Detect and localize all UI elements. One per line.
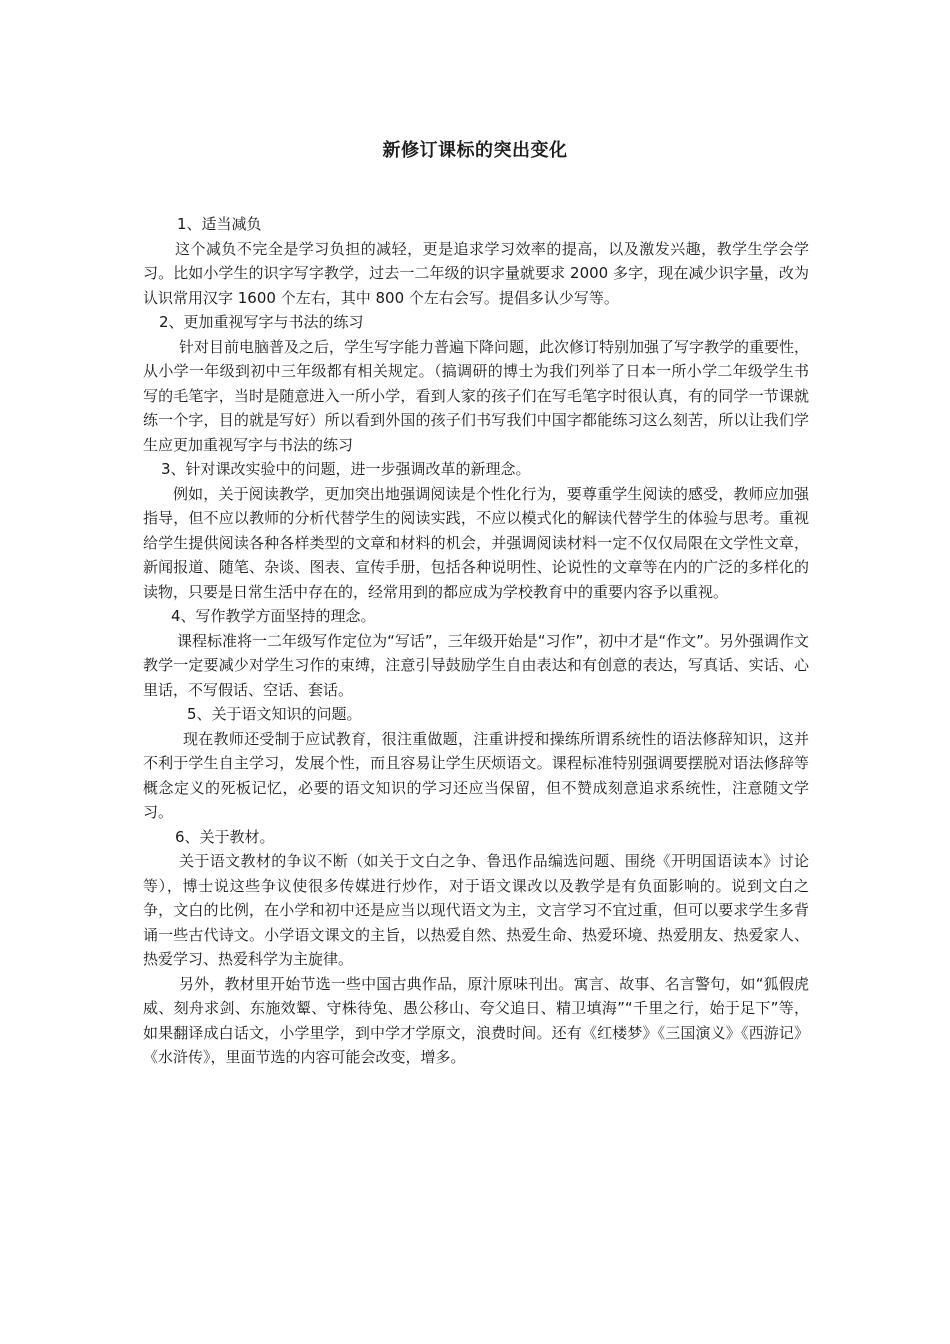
- section-5-paragraph: 现在教师还受制于应试教育，很注重做题，注重讲授和操练所谓系统性的语法修辞知识，这并不利于学生自主学习，发展个性，而且容易让学生厌烦语文。课程标准特别强调要摆脱对语法修辞等概念定义的死板记忆，必要的语文知识的学习还应当保留，但不赞成刻意追求系统性，注意随文学习。: [143, 729, 809, 821]
- section-heading-2: 2、更加重视写字与书法的练习: [159, 313, 364, 331]
- section-heading-1: 1、适当减负: [177, 215, 262, 233]
- document-title: 新修订课标的突出变化: [382, 140, 568, 161]
- section-1-paragraph: 这个减负不完全是学习负担的减轻，更是追求学习效率的提高，以及激发兴趣，教学生学会学习。比如小学生的识字写字教学，过去一二年级的识字量就要求 2000 多字，现在减少识字量，改为认识常用汉字 1600 个左右，其中 800 个左右会写。提倡多认少写等。: [143, 239, 809, 307]
- document-body: [143, 212, 809, 1070]
- section-2-paragraph: 针对目前电脑普及之后，学生写字能力普遍下降问题，此次修订特别加强了写字教学的重要性，从小学一年级到初中三年级都有相关规定。（搞调研的博士为我们列举了日本一所小学二年级学生书写的毛笔字，当时是随意进入一所小学，看到人家的孩子们在写毛笔字时很认真，有的同学一节课就练一个字，目的就是写好）所以看到外国的孩子们书写我们中国字都能练习这么刻苦，所以让我们学生应更加重视写字与书法的练习: [143, 337, 810, 454]
- section-6-paragraph-2: 另外，教材里开始节选一些中国古典作品，原汁原味刊出。寓言、故事、名言警句，如“狐假虎威、刻舟求剑、东施效颦、守株待兔、愚公移山、夸父追日、精卫填海”“千里之行，始于足下”等，如果翻译成白话文，小学里学，到中学才学原文，浪费时间。还有《红楼梦》《三国演义》《西游记》《水浒传》，里面节选的内容可能会改变，增多。: [143, 974, 809, 1066]
- section-heading-3: 3、针对课改实验中的问题，进一步强调改革的新理念。: [161, 460, 531, 478]
- section-6-paragraph-1: 关于语文教材的争议不断（如关于文白之争、鲁迅作品编选问题、围绕《开明国语读本》讨论等），博士说这些争议使很多传媒进行炒作，对于语文课改以及教学是有负面影响的。说到文白之争，文白的比例，在小学和初中还是应当以现代语文为主，文言学习不宜过重，但可以要求学生多背诵一些古代诗文。小学语文课文的主旨，以热爱自然、热爱生命、热爱环境、热爱朋友、热爱家人、热爱学习、热爱科学为主旋律。: [143, 852, 809, 968]
- section-heading-4: 4、写作教学方面坚持的理念。: [171, 607, 376, 625]
- section-heading-5: 5、关于语文知识的问题。: [187, 705, 362, 723]
- section-4-paragraph: 课程标准将一二年级写作定位为“写话”，三年级开始是“习作”，初中才是“作文”。另外强调作文教学一定要减少对学生习作的束缚，注意引导鼓励学生自由表达和有创意的表达，写真话、实话、心里话，不写假话、空话、套话。: [143, 631, 809, 699]
- section-3-paragraph: 例如，关于阅读教学，更加突出地强调阅读是个性化行为，要尊重学生阅读的感受，教师应加强指导，但不应以教师的分析代替学生的阅读实践，不应以模式化的解读代替学生的体验与思考。重视给学生提供阅读各种各样类型的文章和材料的机会，并强调阅读材料一定不仅仅局限在文学性文章，新闻报道、随笔、杂谈、图表、宣传手册，包括各种说明性、论说性的文章等在内的广泛的多样化的读物，只要是日常生活中存在的，经常用到的都应成为学校教育中的重要内容予以重视。: [143, 484, 809, 601]
- section-heading-6: 6、关于教材。: [175, 827, 275, 846]
